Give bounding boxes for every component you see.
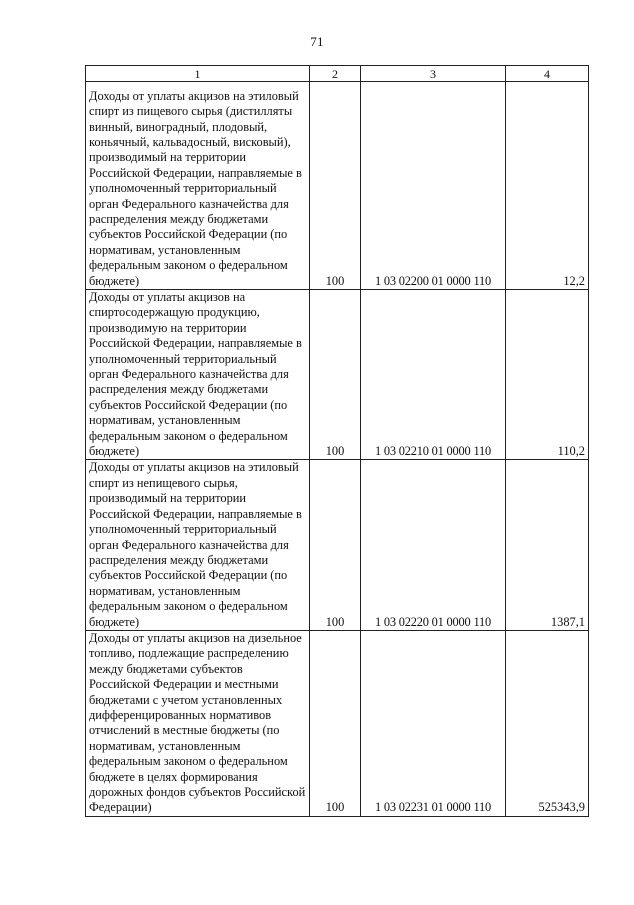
header-col-2: 2 [310, 66, 361, 82]
row-description: Доходы от уплаты акцизов на дизельное топливо, подлежащие распределению между бюджетами субъектов Российской Федерации и местными бюджетами с учетом установленных дифференцированных нормативов отчислений в местные бюджеты (по нормативам, установленным федеральным законом о федеральном бюджете в целях формирования дорожных фондов субъектов Российской Федерации) [86, 630, 310, 816]
row-description: Доходы от уплаты акцизов на этиловый спирт из непищевого сырья, производимый на территории Российской Федерации, направляемые в уполномоченный территориальный орган Федерального казначейства для распределения между бюджетами субъектов Российской Федерации (по нормативам, установленным федеральным законом о федеральном бюджете) [86, 460, 310, 630]
row-description: Доходы от уплаты акцизов на этиловый спирт из пищевого сырья (дистилляты винный, виноградный, плодовый, коньячный, кальвадосный, висковый), производимый на территории Российской Федерации, направляемые в уполномоченный территориальный орган Федерального казначейства для распределения между бюджетами субъектов Российской Федерации (по нормативам, установленным федеральным законом о федеральном бюджете) [86, 82, 310, 290]
row-amount: 12,2 [506, 82, 589, 290]
table-row [86, 82, 589, 290]
row-budget-classification-code: 1 03 02210 01 0000 110 [361, 290, 506, 460]
row-admin-code: 100 [310, 290, 361, 460]
row-description: Доходы от уплаты акцизов на спиртосодержащую продукцию, производимую на территории Российской Федерации, направляемые в уполномоченный территориальный орган Федерального казначейства для распределения между бюджетами субъектов Российской Федерации (по нормативам, установленным федеральным законом о федеральном бюджете) [86, 290, 310, 460]
revenue-table [85, 65, 589, 817]
header-col-1: 1 [86, 66, 310, 82]
table-header-row [86, 66, 589, 82]
row-admin-code: 100 [310, 460, 361, 630]
table-row [86, 460, 589, 630]
table-row [86, 290, 589, 460]
row-budget-classification-code: 1 03 02231 01 0000 110 [361, 630, 506, 816]
row-amount: 110,2 [506, 290, 589, 460]
row-amount: 1387,1 [506, 460, 589, 630]
row-admin-code: 100 [310, 630, 361, 816]
header-col-4: 4 [506, 66, 589, 82]
table-row [86, 630, 589, 816]
page-number: 71 [310, 34, 324, 49]
header-col-3: 3 [361, 66, 506, 82]
row-budget-classification-code: 1 03 02220 01 0000 110 [361, 460, 506, 630]
row-budget-classification-code: 1 03 02200 01 0000 110 [361, 82, 506, 290]
row-admin-code: 100 [310, 82, 361, 290]
row-amount: 525343,9 [506, 630, 589, 816]
